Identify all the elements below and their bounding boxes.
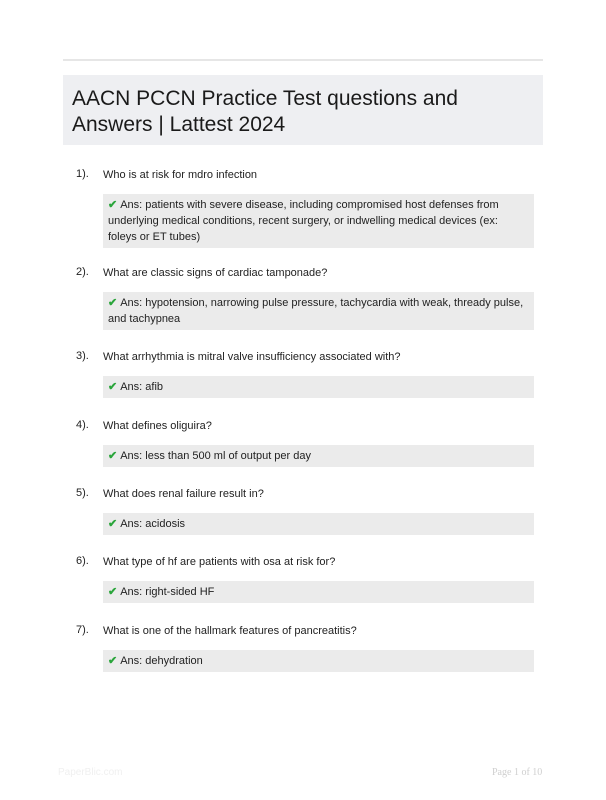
- answer-text: Ans: right-sided HF: [120, 586, 215, 598]
- question-text: Who is at risk for mdro infection: [103, 169, 258, 181]
- title-box: [63, 75, 543, 145]
- check-icon: ✔: [108, 297, 118, 309]
- question-text: What arrhythmia is mitral valve insufficiency associated with?: [103, 351, 401, 363]
- check-icon: ✔: [108, 199, 118, 211]
- page-title: AACN PCCN Practice Test questions and Answers | Lattest 2024: [72, 87, 458, 136]
- answer-box: [103, 376, 534, 398]
- answer-box: [103, 292, 534, 330]
- answer-box: [103, 445, 534, 467]
- question-number: 4).: [76, 419, 89, 431]
- check-icon: ✔: [108, 586, 118, 598]
- check-icon: ✔: [108, 655, 118, 667]
- answer-box: [103, 194, 534, 248]
- question-text: What defines oliguira?: [103, 420, 212, 432]
- question-number: 2).: [76, 266, 89, 278]
- top-divider: [63, 59, 543, 61]
- question-number: 6).: [76, 555, 89, 567]
- question-text: What type of hf are patients with osa at risk for?: [103, 556, 336, 568]
- answer-text: Ans: afib: [120, 381, 164, 393]
- answer-text: Ans: less than 500 ml of output per day: [120, 450, 311, 462]
- answer-box: [103, 513, 534, 535]
- answer-text: Ans: acidosis: [120, 518, 186, 530]
- page-number: Page 1 of 10: [492, 767, 543, 778]
- answer-box: [103, 581, 534, 603]
- question-number: 3).: [76, 350, 89, 362]
- question-number: 1).: [76, 168, 89, 180]
- answer-text: Ans: hypotension, narrowing pulse pressure, tachycardia with weak, thready pulse, and tachypnea: [108, 297, 524, 325]
- answer-text: Ans: dehydration: [120, 655, 203, 667]
- footer-watermark: PaperBlic.com: [58, 767, 123, 778]
- check-icon: ✔: [108, 381, 118, 393]
- question-text: What are classic signs of cardiac tamponade?: [103, 267, 328, 279]
- check-icon: ✔: [108, 518, 118, 530]
- question-text: What is one of the hallmark features of pancreatitis?: [103, 625, 357, 637]
- answer-box: [103, 650, 534, 672]
- question-number: 7).: [76, 624, 89, 636]
- question-text: What does renal failure result in?: [103, 488, 264, 500]
- question-number: 5).: [76, 487, 89, 499]
- check-icon: ✔: [108, 450, 118, 462]
- answer-text: Ans: patients with severe disease, including compromised host defenses from underlying medical conditions, recent surgery, or indwelling medical devices (ex: foleys or ET tubes): [108, 199, 499, 243]
